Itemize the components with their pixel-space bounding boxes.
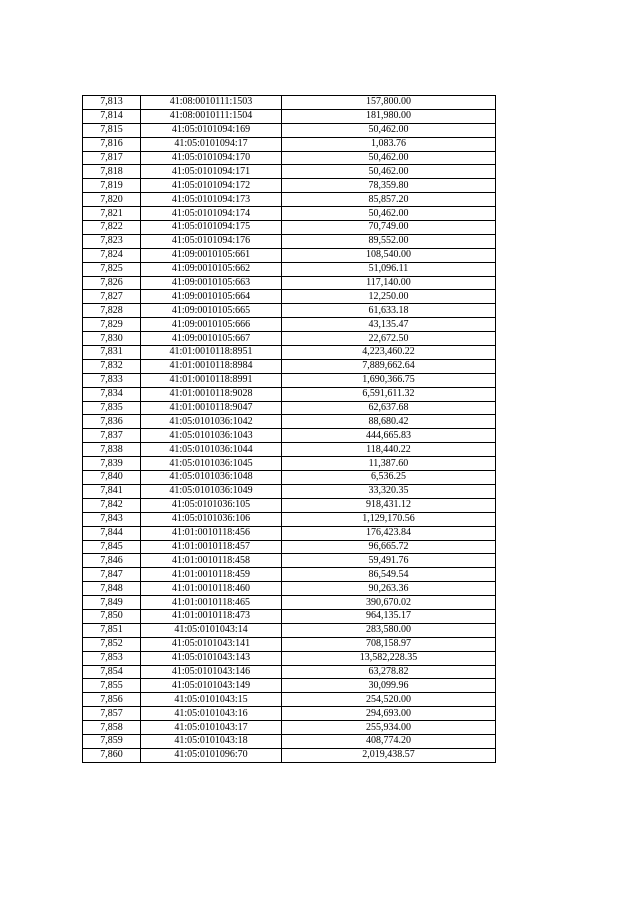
cadastral-number-cell: 41:05:0101096:70 (141, 748, 282, 762)
row-number-cell: 7,844 (83, 526, 141, 540)
amount-cell: 408,774.20 (282, 734, 496, 748)
row-number-cell: 7,837 (83, 429, 141, 443)
row-number-cell: 7,836 (83, 415, 141, 429)
cadastral-number-cell: 41:09:0010105:663 (141, 276, 282, 290)
amount-cell: 33,320.35 (282, 484, 496, 498)
table-row (83, 109, 496, 123)
cadastral-number-cell: 41:05:0101043:146 (141, 665, 282, 679)
cadastral-number-cell: 41:01:0010118:460 (141, 582, 282, 596)
table-row (83, 484, 496, 498)
row-number-cell: 7,822 (83, 221, 141, 235)
row-number-cell: 7,832 (83, 359, 141, 373)
amount-cell: 117,140.00 (282, 276, 496, 290)
table-body (83, 96, 496, 763)
table-row (83, 359, 496, 373)
table-row (83, 748, 496, 762)
cadastral-number-cell: 41:01:0010118:473 (141, 609, 282, 623)
table-row (83, 554, 496, 568)
cadastral-number-cell: 41:05:0101036:105 (141, 498, 282, 512)
amount-cell: 70,749.00 (282, 221, 496, 235)
row-number-cell: 7,828 (83, 304, 141, 318)
row-number-cell: 7,818 (83, 165, 141, 179)
row-number-cell: 7,814 (83, 109, 141, 123)
table-row (83, 234, 496, 248)
table-row (83, 665, 496, 679)
table-row (83, 193, 496, 207)
cadastral-number-cell: 41:01:0010118:458 (141, 554, 282, 568)
amount-cell: 50,462.00 (282, 151, 496, 165)
cadastral-number-cell: 41:01:0010118:9047 (141, 401, 282, 415)
table-row (83, 693, 496, 707)
table-row (83, 290, 496, 304)
cadastral-number-cell: 41:09:0010105:661 (141, 248, 282, 262)
cadastral-number-cell: 41:05:0101094:173 (141, 193, 282, 207)
table-row (83, 498, 496, 512)
cadastral-number-cell: 41:01:0010118:8991 (141, 373, 282, 387)
row-number-cell: 7,824 (83, 248, 141, 262)
amount-cell: 1,129,170.56 (282, 512, 496, 526)
cadastral-number-cell: 41:05:0101036:1048 (141, 471, 282, 485)
table-row (83, 457, 496, 471)
amount-cell: 96,665.72 (282, 540, 496, 554)
table-row (83, 471, 496, 485)
amount-cell: 4,223,460.22 (282, 346, 496, 360)
table-row (83, 165, 496, 179)
amount-cell: 283,580.00 (282, 623, 496, 637)
row-number-cell: 7,834 (83, 387, 141, 401)
cadastral-number-cell: 41:01:0010118:8984 (141, 359, 282, 373)
cadastral-number-cell: 41:05:0101094:169 (141, 123, 282, 137)
table-row (83, 346, 496, 360)
row-number-cell: 7,839 (83, 457, 141, 471)
table-row (83, 679, 496, 693)
table-row (83, 734, 496, 748)
amount-cell: 85,857.20 (282, 193, 496, 207)
cadastral-number-cell: 41:05:0101043:17 (141, 721, 282, 735)
amount-cell: 59,491.76 (282, 554, 496, 568)
row-number-cell: 7,833 (83, 373, 141, 387)
amount-cell: 108,540.00 (282, 248, 496, 262)
table-row (83, 207, 496, 221)
cadastral-number-cell: 41:05:0101036:1049 (141, 484, 282, 498)
amount-cell: 176,423.84 (282, 526, 496, 540)
row-number-cell: 7,820 (83, 193, 141, 207)
amount-cell: 78,359.80 (282, 179, 496, 193)
row-number-cell: 7,827 (83, 290, 141, 304)
amount-cell: 86,549.54 (282, 568, 496, 582)
table-row (83, 443, 496, 457)
row-number-cell: 7,815 (83, 123, 141, 137)
cadastral-number-cell: 41:05:0101036:106 (141, 512, 282, 526)
row-number-cell: 7,841 (83, 484, 141, 498)
row-number-cell: 7,813 (83, 96, 141, 110)
cadastral-number-cell: 41:05:0101094:176 (141, 234, 282, 248)
amount-cell: 61,633.18 (282, 304, 496, 318)
cadastral-number-cell: 41:05:0101036:1043 (141, 429, 282, 443)
table-row (83, 582, 496, 596)
cadastral-number-cell: 41:01:0010118:457 (141, 540, 282, 554)
amount-cell: 1,083.76 (282, 137, 496, 151)
table-row (83, 429, 496, 443)
amount-cell: 157,800.00 (282, 96, 496, 110)
table-row (83, 540, 496, 554)
amount-cell: 118,440.22 (282, 443, 496, 457)
row-number-cell: 7,845 (83, 540, 141, 554)
amount-cell: 50,462.00 (282, 123, 496, 137)
amount-cell: 88,680.42 (282, 415, 496, 429)
table-row (83, 526, 496, 540)
table-row (83, 262, 496, 276)
cadastral-number-cell: 41:05:0101036:1045 (141, 457, 282, 471)
amount-cell: 30,099.96 (282, 679, 496, 693)
amount-cell: 294,693.00 (282, 707, 496, 721)
amount-cell: 50,462.00 (282, 165, 496, 179)
cadastral-number-cell: 41:05:0101043:14 (141, 623, 282, 637)
table-row (83, 248, 496, 262)
amount-cell: 50,462.00 (282, 207, 496, 221)
row-number-cell: 7,858 (83, 721, 141, 735)
row-number-cell: 7,831 (83, 346, 141, 360)
row-number-cell: 7,826 (83, 276, 141, 290)
amount-cell: 254,520.00 (282, 693, 496, 707)
row-number-cell: 7,856 (83, 693, 141, 707)
amount-cell: 444,665.83 (282, 429, 496, 443)
row-number-cell: 7,846 (83, 554, 141, 568)
amount-cell: 22,672.50 (282, 332, 496, 346)
amount-cell: 12,250.00 (282, 290, 496, 304)
cadastral-number-cell: 41:05:0101094:171 (141, 165, 282, 179)
amount-cell: 708,158.97 (282, 637, 496, 651)
table-row (83, 568, 496, 582)
table-row (83, 623, 496, 637)
cadastral-number-cell: 41:09:0010105:665 (141, 304, 282, 318)
table-row (83, 332, 496, 346)
cadastral-number-cell: 41:08:0010111:1503 (141, 96, 282, 110)
amount-cell: 390,670.02 (282, 596, 496, 610)
table-row (83, 512, 496, 526)
cadastral-number-cell: 41:05:0101036:1044 (141, 443, 282, 457)
amount-cell: 13,582,228.35 (282, 651, 496, 665)
row-number-cell: 7,840 (83, 471, 141, 485)
row-number-cell: 7,823 (83, 234, 141, 248)
amount-cell: 918,431.12 (282, 498, 496, 512)
cadastral-number-cell: 41:05:0101094:172 (141, 179, 282, 193)
cadastral-number-cell: 41:05:0101043:143 (141, 651, 282, 665)
amount-cell: 89,552.00 (282, 234, 496, 248)
table-row (83, 221, 496, 235)
cadastral-number-cell: 41:05:0101043:18 (141, 734, 282, 748)
table-row (83, 123, 496, 137)
cadastral-number-cell: 41:09:0010105:664 (141, 290, 282, 304)
cadastral-number-cell: 41:05:0101036:1042 (141, 415, 282, 429)
amount-cell: 51,096.11 (282, 262, 496, 276)
table-row (83, 596, 496, 610)
row-number-cell: 7,843 (83, 512, 141, 526)
cadastral-number-cell: 41:01:0010118:8951 (141, 346, 282, 360)
cadastral-number-cell: 41:01:0010118:9028 (141, 387, 282, 401)
amount-cell: 255,934.00 (282, 721, 496, 735)
table-row (83, 721, 496, 735)
table-row (83, 387, 496, 401)
amount-cell: 7,889,662.64 (282, 359, 496, 373)
row-number-cell: 7,857 (83, 707, 141, 721)
table-row (83, 96, 496, 110)
cadastral-number-cell: 41:09:0010105:667 (141, 332, 282, 346)
row-number-cell: 7,848 (83, 582, 141, 596)
table-row (83, 707, 496, 721)
amount-cell: 181,980.00 (282, 109, 496, 123)
amount-cell: 6,591,611.32 (282, 387, 496, 401)
row-number-cell: 7,838 (83, 443, 141, 457)
row-number-cell: 7,817 (83, 151, 141, 165)
row-number-cell: 7,849 (83, 596, 141, 610)
amount-cell: 43,135.47 (282, 318, 496, 332)
row-number-cell: 7,835 (83, 401, 141, 415)
row-number-cell: 7,855 (83, 679, 141, 693)
table-row (83, 137, 496, 151)
amount-cell: 964,135.17 (282, 609, 496, 623)
row-number-cell: 7,850 (83, 609, 141, 623)
row-number-cell: 7,842 (83, 498, 141, 512)
cadastral-number-cell: 41:05:0101043:16 (141, 707, 282, 721)
table-row (83, 179, 496, 193)
cadastral-number-cell: 41:05:0101094:17 (141, 137, 282, 151)
row-number-cell: 7,860 (83, 748, 141, 762)
cadastral-number-cell: 41:05:0101043:15 (141, 693, 282, 707)
amount-cell: 63,278.82 (282, 665, 496, 679)
amount-cell: 90,263.36 (282, 582, 496, 596)
cadastral-number-cell: 41:01:0010118:465 (141, 596, 282, 610)
cadastral-number-cell: 41:09:0010105:666 (141, 318, 282, 332)
amount-cell: 11,387.60 (282, 457, 496, 471)
cadastral-number-cell: 41:01:0010118:459 (141, 568, 282, 582)
table-row (83, 609, 496, 623)
row-number-cell: 7,851 (83, 623, 141, 637)
row-number-cell: 7,829 (83, 318, 141, 332)
table-row (83, 415, 496, 429)
row-number-cell: 7,859 (83, 734, 141, 748)
cadastral-number-cell: 41:05:0101043:149 (141, 679, 282, 693)
table-row (83, 304, 496, 318)
row-number-cell: 7,819 (83, 179, 141, 193)
row-number-cell: 7,825 (83, 262, 141, 276)
row-number-cell: 7,853 (83, 651, 141, 665)
cadastral-number-cell: 41:05:0101094:175 (141, 221, 282, 235)
cadastral-number-cell: 41:08:0010111:1504 (141, 109, 282, 123)
row-number-cell: 7,854 (83, 665, 141, 679)
amount-cell: 1,690,366.75 (282, 373, 496, 387)
row-number-cell: 7,830 (83, 332, 141, 346)
cadastral-number-cell: 41:05:0101043:141 (141, 637, 282, 651)
table-row (83, 637, 496, 651)
amount-cell: 6,536.25 (282, 471, 496, 485)
table-row (83, 373, 496, 387)
table-row (83, 276, 496, 290)
table-row (83, 401, 496, 415)
cadastral-number-cell: 41:09:0010105:662 (141, 262, 282, 276)
table-row (83, 651, 496, 665)
row-number-cell: 7,821 (83, 207, 141, 221)
row-number-cell: 7,816 (83, 137, 141, 151)
cadastral-number-cell: 41:05:0101094:174 (141, 207, 282, 221)
amount-cell: 2,019,438.57 (282, 748, 496, 762)
row-number-cell: 7,852 (83, 637, 141, 651)
row-number-cell: 7,847 (83, 568, 141, 582)
cadastral-number-cell: 41:01:0010118:456 (141, 526, 282, 540)
cadastral-value-table (82, 95, 496, 763)
table-row (83, 318, 496, 332)
table-row (83, 151, 496, 165)
cadastral-number-cell: 41:05:0101094:170 (141, 151, 282, 165)
amount-cell: 62,637.68 (282, 401, 496, 415)
